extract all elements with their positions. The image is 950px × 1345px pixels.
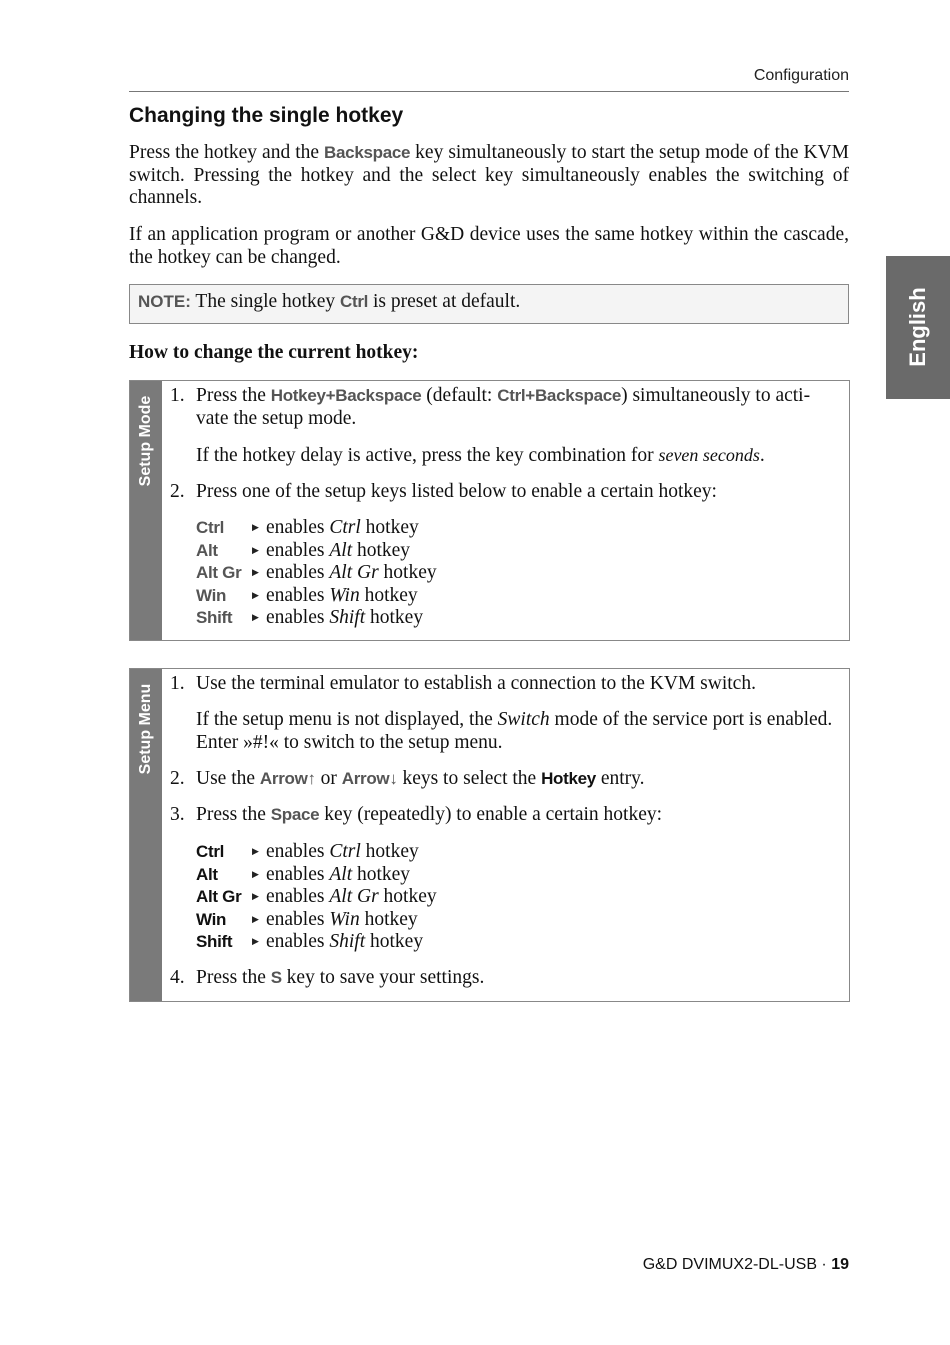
ctrl-backspace-key: Ctrl+Backspace (497, 386, 622, 405)
triangle-right-icon: ▶ (252, 545, 259, 556)
step-text (196, 385, 841, 430)
option-text: enables (266, 931, 330, 952)
option-emphasis: Win (329, 908, 360, 930)
note-text (138, 291, 520, 313)
option-text: hotkey (352, 539, 411, 561)
setup-mode-step-1 (170, 385, 835, 430)
triangle-right-icon: ▶ (252, 847, 259, 857)
option-text: enables (266, 562, 330, 583)
note-ctrl-key: Ctrl (340, 292, 369, 311)
setup-menu-step-1 (170, 673, 835, 696)
option-emphasis: Alt Gr (329, 562, 379, 583)
step-text (196, 768, 841, 791)
step-text-part: or (315, 768, 342, 789)
duration-emphasis: seven seconds (658, 445, 760, 465)
step-text (196, 967, 841, 990)
option-emphasis: Shift (329, 931, 366, 952)
note-text-part: If the setup menu is not displayed, the (196, 709, 498, 730)
section-title: Changing the single hotkey (129, 104, 404, 127)
hotkey-entry-label: Hotkey (541, 769, 596, 788)
option-text: hotkey (378, 562, 437, 583)
triangle-right-icon: ▶ (252, 568, 259, 578)
option-text: enables (266, 539, 330, 561)
backspace-key-label: Backspace (324, 143, 411, 162)
step-number: 1. (170, 673, 185, 694)
option-description (266, 864, 410, 887)
step-text-part: entry. (595, 768, 645, 789)
setup-menu-step-4 (170, 967, 835, 990)
language-tab (886, 256, 950, 399)
option-emphasis: Shift (329, 607, 366, 628)
running-header: Configuration (753, 67, 849, 84)
option-description (266, 841, 419, 864)
option-description (266, 562, 437, 585)
option-text: enables (266, 886, 330, 907)
option-emphasis: Alt (329, 863, 353, 885)
option-text: enables (266, 908, 330, 930)
setup-menu-sidebar (130, 669, 162, 1001)
note-text-part: mode of the service port is enabled. Enter »#!« to switch to the setup menu. (196, 709, 833, 753)
option-key: Ctrl (196, 842, 225, 861)
option-emphasis: Alt Gr (329, 886, 379, 907)
arrow-down-key: Arrow↓ (341, 769, 398, 788)
setup-mode-label: Setup Mode (137, 395, 154, 487)
step-text-part: Press the (196, 385, 271, 406)
step-number: 3. (170, 804, 185, 825)
intro-p1-text-a: Press the hotkey and the (129, 142, 325, 163)
option-text: enables (266, 841, 330, 862)
switch-mode-emphasis: Switch (497, 709, 550, 730)
option-description (266, 607, 423, 630)
language-tab-label: English (905, 287, 930, 367)
step-text-part: ) simultaneously to acti-vate the setup mode. (196, 385, 811, 429)
triangle-right-icon: ▶ (252, 892, 259, 902)
note-text-a: The single hotkey (190, 291, 341, 312)
header-divider (129, 91, 849, 92)
option-text: hotkey (352, 863, 411, 885)
option-key: Alt (196, 864, 218, 884)
page-footer (643, 1256, 849, 1274)
note-text-part: If the hotkey delay is active, press the key combination for (196, 445, 659, 466)
step-text-part: (default: (421, 385, 498, 406)
option-emphasis: Alt (329, 539, 353, 561)
space-key: Space (270, 805, 320, 824)
option-text: hotkey (365, 931, 424, 952)
triangle-right-icon: ▶ (252, 523, 259, 533)
s-key: S (270, 968, 282, 987)
note-label: NOTE: (138, 292, 191, 311)
setup-menu-step-1-note (196, 709, 836, 754)
step-text-part: Press the (196, 804, 271, 825)
intro-p1-text-b: key simultaneously to start the setup mode of the KVM switch. Pressing the hotkey and the select key simultaneously enables the switching of channels. (129, 142, 849, 208)
option-key: Win (196, 909, 227, 929)
setup-menu-step-3 (170, 804, 835, 827)
step-text-part: key to save your settings. (281, 967, 485, 988)
product-name: G&D DVIMUX2-DL-USB · (642, 1256, 832, 1273)
step-text-part: keys to select the (397, 768, 542, 789)
triangle-right-icon: ▶ (252, 590, 259, 601)
option-text: hotkey (359, 908, 418, 930)
step-number: 1. (170, 385, 185, 406)
option-text: enables (266, 517, 330, 538)
setup-mode-step-2 (170, 481, 835, 504)
setup-menu-box (129, 668, 850, 1002)
option-key: Shift (196, 608, 233, 627)
option-text: hotkey (378, 886, 437, 907)
note-box (129, 284, 849, 324)
option-description (266, 517, 419, 540)
triangle-right-icon: ▶ (252, 869, 259, 880)
option-key: Alt Gr (196, 563, 242, 582)
option-emphasis: Win (329, 584, 360, 606)
hotkey-backspace-key: Hotkey+Backspace (270, 386, 422, 405)
option-text: enables (266, 607, 330, 628)
option-key: Shift (196, 932, 233, 951)
setup-menu-label: Setup Menu (137, 683, 154, 775)
page-number: 19 (831, 1256, 849, 1273)
option-text: hotkey (365, 607, 424, 628)
option-description (266, 909, 418, 932)
arrow-up-key: Arrow↑ (259, 769, 316, 788)
option-key: Ctrl (196, 518, 225, 537)
step-text (196, 804, 841, 827)
setup-menu-step-2 (170, 768, 835, 791)
step-text-part: Press the (196, 967, 271, 988)
triangle-right-icon: ▶ (252, 914, 259, 925)
option-key: Win (196, 585, 227, 605)
option-key: Alt Gr (196, 887, 242, 906)
intro-paragraph-2: If an application program or another G&D device uses the same hotkey within the cascade, the hotkey can be changed. (129, 224, 849, 268)
note-text-b: is preset at default. (368, 291, 521, 312)
procedure-heading: How to change the current hotkey: (129, 342, 419, 363)
triangle-right-icon: ▶ (252, 937, 259, 947)
option-description (266, 540, 410, 563)
step-number: 4. (170, 967, 185, 988)
option-key: Alt (196, 540, 218, 560)
option-text: hotkey (360, 517, 419, 538)
step-text: Press one of the setup keys listed below to enable a certain hotkey: (196, 481, 717, 502)
option-text: enables (266, 584, 330, 606)
note-text-part: . (759, 445, 765, 466)
option-text: enables (266, 863, 330, 885)
intro-paragraph-1 (129, 142, 849, 210)
option-emphasis: Ctrl (329, 517, 361, 538)
setup-mode-box (129, 380, 850, 641)
option-text: hotkey (359, 584, 418, 606)
option-text: hotkey (360, 841, 419, 862)
option-emphasis: Ctrl (329, 841, 361, 862)
triangle-right-icon: ▶ (252, 613, 259, 623)
option-description (266, 886, 437, 909)
step-number: 2. (170, 768, 185, 789)
option-description (266, 931, 423, 954)
step-text-part: Use the (196, 768, 260, 789)
option-description (266, 585, 418, 608)
setup-mode-sidebar (130, 381, 162, 640)
step-text-part: key (repeatedly) to enable a certain hotkey: (319, 804, 663, 825)
setup-mode-step-1-note (196, 444, 836, 468)
step-number: 2. (170, 481, 185, 502)
step-text: Use the terminal emulator to establish a connection to the KVM switch. (196, 673, 756, 694)
